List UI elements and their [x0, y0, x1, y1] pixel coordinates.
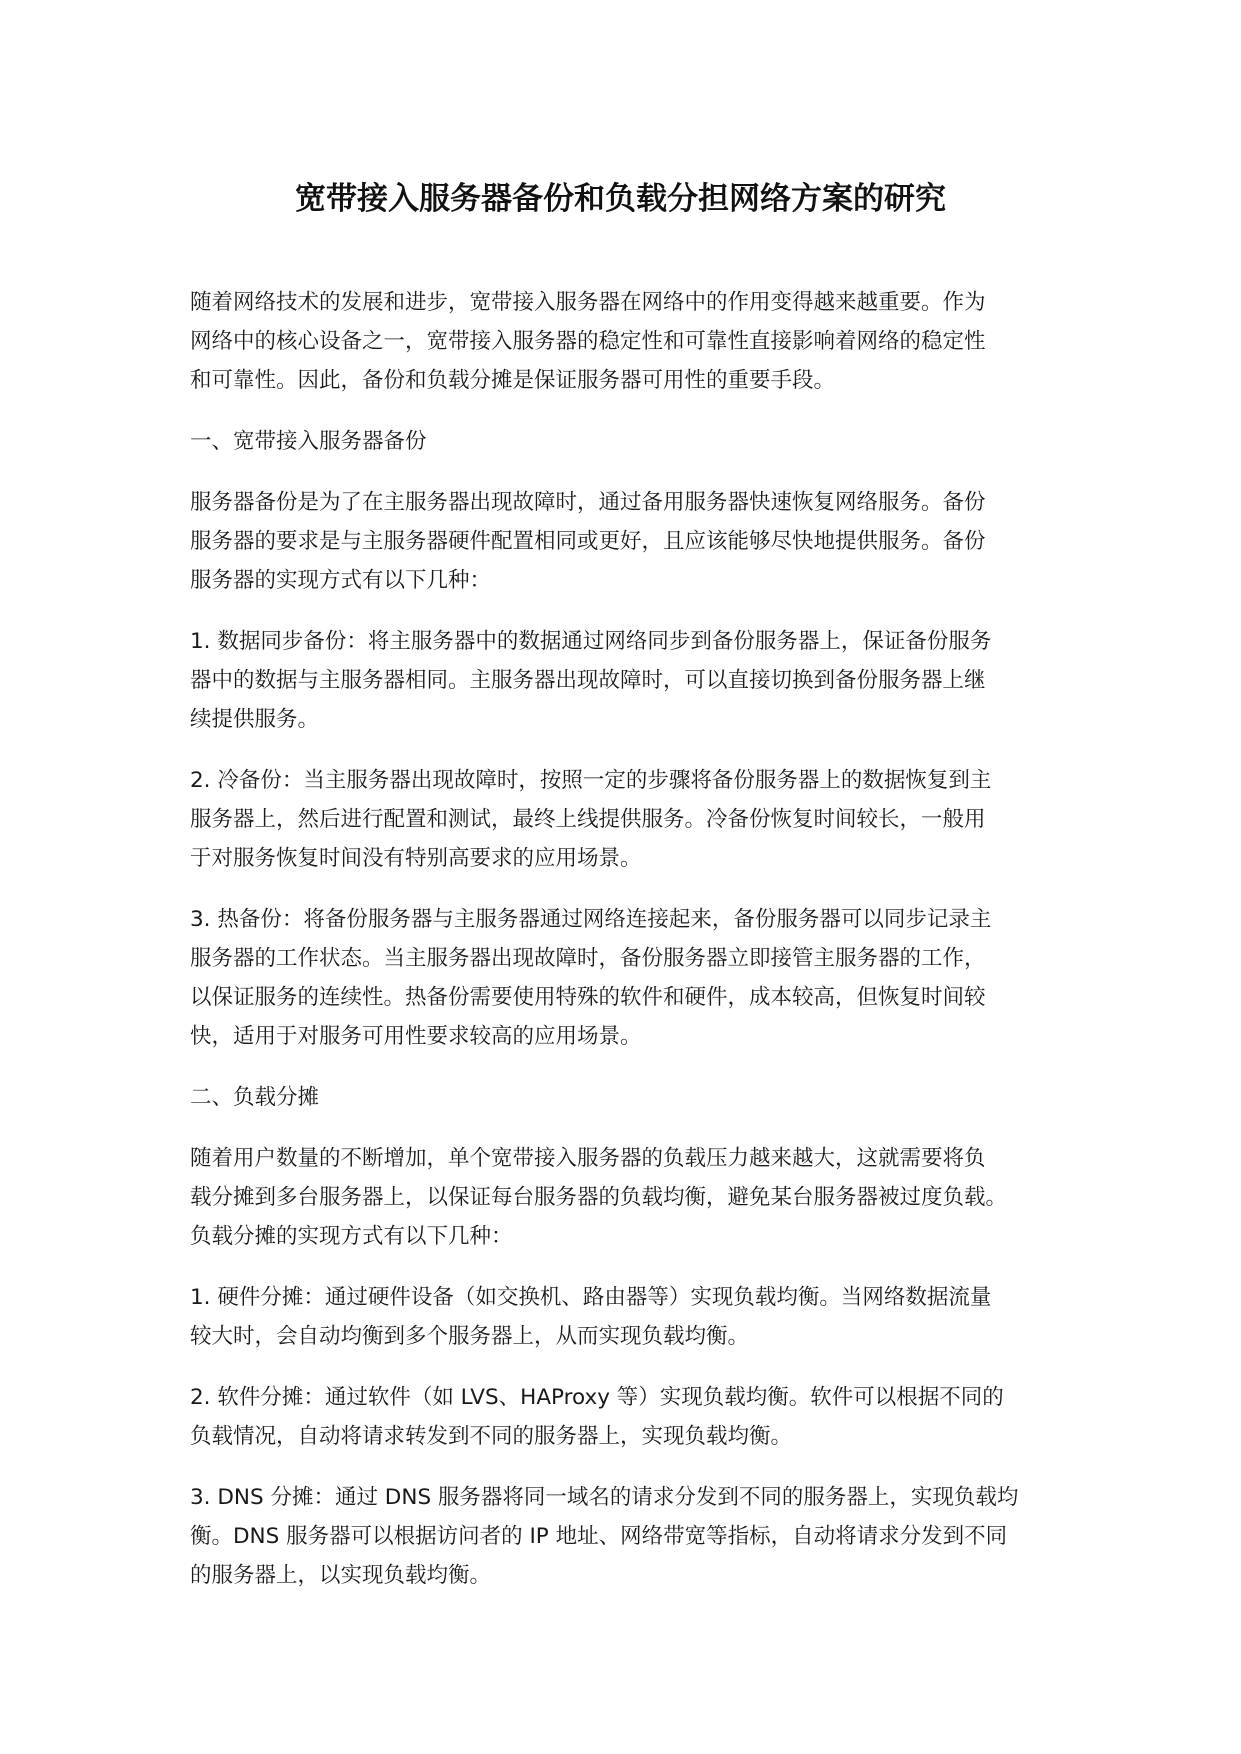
- backup-intro-paragraph: 服务器备份是为了在主服务器出现故障时，通过备用服务器快速恢复网络服务。备份 服务器的要求是与主服务器硬件配置相同或更好，且应该能够尽快地提供服务。备份 服务器的实现方式有以下几种：: [190, 490, 986, 593]
- document-body: [190, 283, 1076, 1617]
- backup-item-data-sync: 1. 数据同步备份：将主服务器中的数据通过网络同步到备份服务器上，保证备份服务 器中的数据与主服务器相同。主服务器出现故障时，可以直接切换到备份服务器上继 续提供服务。: [190, 629, 992, 732]
- load-item-software: 2. 软件分摊：通过软件（如 LVS、HAProxy 等）实现负载均衡。软件可以根据不同的 负载情况，自动将请求转发到不同的服务器上，实现负载均衡。: [190, 1385, 1004, 1449]
- section-heading-load-sharing: 二、负载分摊: [190, 1085, 320, 1110]
- load-item-dns: 3. DNS 分摊：通过 DNS 服务器将同一域名的请求分发到不同的服务器上，实现负载均 衡。DNS 服务器可以根据访问者的 IP 地址、网络带宽等指标，自动将请求分发到不同 的服务器上，以实现负载均衡。: [190, 1485, 1019, 1588]
- backup-item-cold: 2. 冷备份：当主服务器出现故障时，按照一定的步骤将备份服务器上的数据恢复到主 服务器上，然后进行配置和测试，最终上线提供服务。冷备份恢复时间较长，一般用 于对服务恢复时间没有特别高要求的应用场景。: [190, 768, 992, 871]
- load-item-hardware: 1. 硬件分摊：通过硬件设备（如交换机、路由器等）实现负载均衡。当网络数据流量 较大时，会自动均衡到多个服务器上，从而实现负载均衡。: [190, 1285, 992, 1349]
- load-sharing-intro-paragraph: 随着用户数量的不断增加，单个宽带接入服务器的负载压力越来越大，这就需要将负 载分摊到多台服务器上，以保证每台服务器的负载均衡，避免某台服务器被过度负载。 负载分摊的实现方式有以下几种：: [190, 1146, 1008, 1249]
- document-title: 宽带接入服务器备份和负载分担网络方案的研究: [295, 181, 946, 217]
- backup-item-hot: 3. 热备份：将备份服务器与主服务器通过网络连接起来，备份服务器可以同步记录主 服务器的工作状态。当主服务器出现故障时，备份服务器立即接管主服务器的工作， 以保证服务的连续性。热备份需要使用特殊的软件和硬件，成本较高，但恢复时间较 快，适用于对服务可用性要求较高的应用场景。: [190, 907, 992, 1049]
- intro-paragraph: 随着网络技术的发展和进步，宽带接入服务器在网络中的作用变得越来越重要。作为 网络中的核心设备之一，宽带接入服务器的稳定性和可靠性直接影响着网络的稳定性 和可靠性。因此，备份和负载分摊是保证服务器可用性的重要手段。: [190, 290, 986, 393]
- section-heading-backup: 一、宽带接入服务器备份: [190, 429, 427, 454]
